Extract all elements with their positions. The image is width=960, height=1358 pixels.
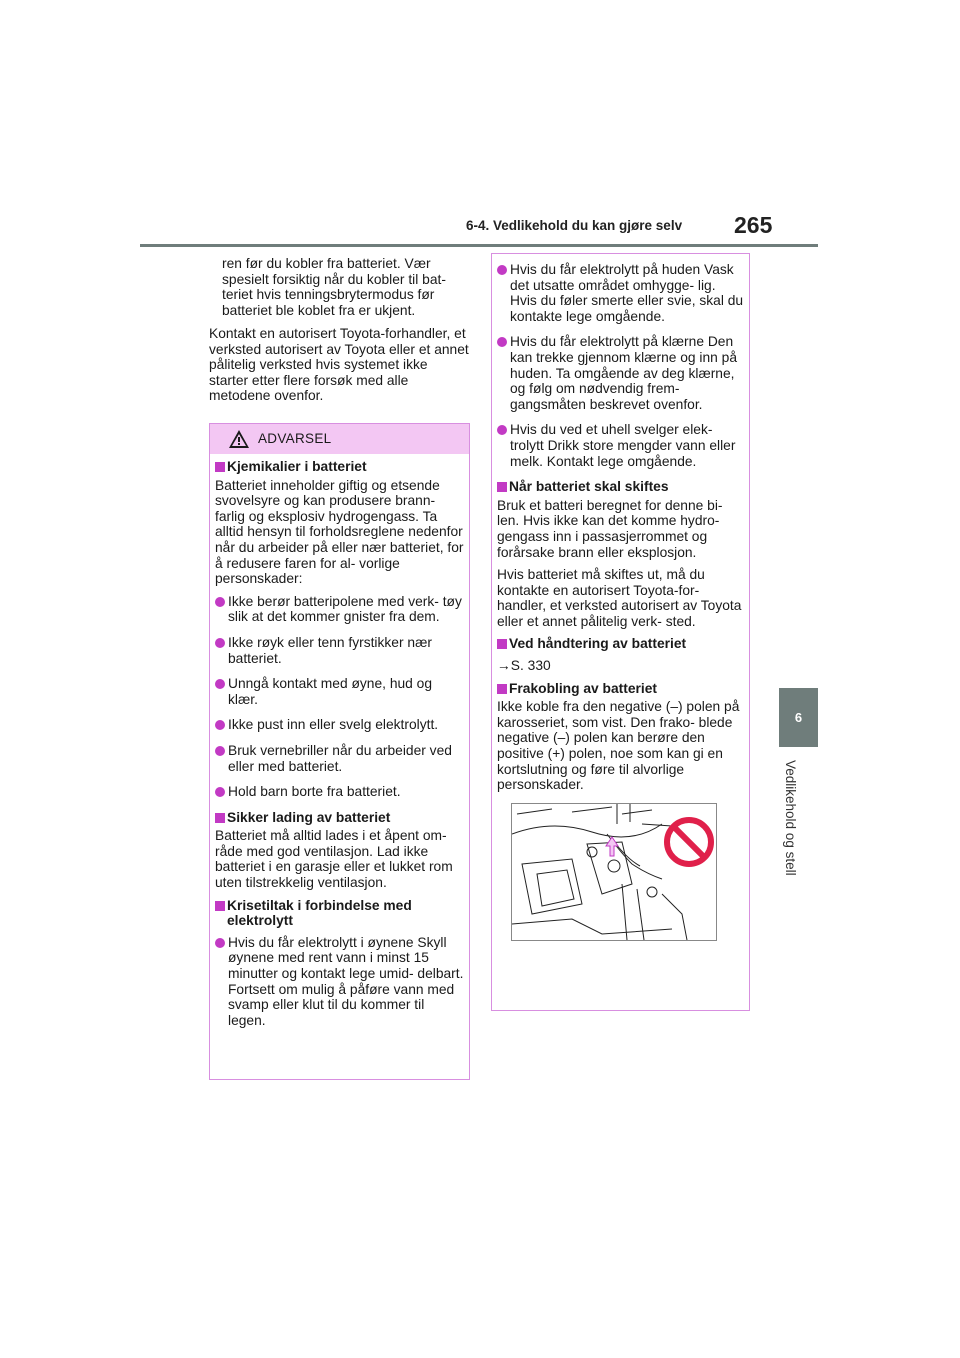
disconnect-heading-text: Frakobling av batteriet — [509, 680, 657, 696]
header-section-title: 6-4. Vedlikehold du kan gjøre selv — [466, 218, 683, 233]
replace-text-2: Hvis batteriet må skiftes ut, må du kontakte en autorisert Toyota-for- handler, et verksted autorisert av Toyota eller et annet pålitelig verk- sted. — [497, 567, 742, 629]
bullet-icon — [215, 720, 225, 730]
warning-box-continued — [491, 253, 750, 1011]
safe-charging-text: Batteriet må alltid lades i et åpent om- råde med god ventilasjon. Lad ikke batteriet i en garasje eller et lukket rom uten tilstrekkelig ventilasjon. — [215, 828, 453, 891]
square-bullet-icon — [215, 901, 225, 911]
chemicals-text: Batteriet inneholder giftig og etsende svovelsyre og kan produsere brann- farlig og eksplosiv hydrogengass. Ta alltid hensyn til forholdsreglene nedenfor når du arbeider på eller nær batteriet, for å redusere faren for al- vorlige personskader: — [215, 477, 464, 587]
list-item — [497, 262, 744, 324]
bullet-icon — [215, 787, 225, 797]
list-item — [215, 594, 464, 625]
list-item — [215, 676, 464, 707]
safe-charging-heading-text: Sikker lading av batteriet — [227, 809, 391, 825]
disconnect-heading — [497, 681, 744, 697]
square-bullet-icon — [497, 684, 507, 694]
square-bullet-icon — [215, 813, 225, 823]
square-bullet-icon — [215, 462, 225, 472]
bullet-icon — [497, 425, 507, 435]
battery-terminal-drawing — [512, 804, 716, 940]
header-rule — [140, 244, 818, 247]
bullet-icon — [215, 597, 225, 607]
list-item-text: Bruk vernebriller når du arbeider ved eller med batteriet. — [228, 742, 452, 774]
handling-heading — [497, 636, 744, 652]
replace-text-1: Bruk et batteri beregnet for denne bi- len. Hvis ikke kan det komme hydro- gengass inn i passasjerrommet og forårsake brann eller eksplosjon. — [497, 497, 723, 560]
emergency-heading — [215, 898, 464, 929]
list-item — [497, 334, 744, 412]
list-item — [215, 784, 464, 800]
handling-page-reference[interactable]: →S. 330 — [497, 658, 551, 674]
warning-title: ADVARSEL — [258, 431, 332, 446]
square-bullet-icon — [497, 639, 507, 649]
list-item-text: Hold barn borte fra batteriet. — [228, 784, 401, 800]
list-item-text: Hvis du får elektrolytt i øynene Skyll øynene med rent vann i minst 15 minutter og kontakt lege umid- delbart. Fortsett om mulig å påføre vann med svamp eller klut til du kommer til legen. — [228, 934, 464, 1028]
list-item — [215, 717, 464, 733]
prohibition-icon — [667, 820, 711, 864]
list-item-text: Hvis du får elektrolytt på klærne Den kan trekke gjennom klærne og inn på huden. Ta omgående av deg klærne, og følg om nødvendig frem- gangsmåten beskrevet ovenfor. — [510, 334, 738, 412]
list-item-text: Ikke berør batteripolene med verk- tøy slik at det kommer gnister fra dem. — [228, 593, 462, 625]
emergency-heading-text: Krisetiltak i forbindelse med elektrolytt — [227, 897, 412, 929]
list-item-text: Ikke pust inn eller svelg elektrolytt. — [228, 717, 439, 733]
replace-heading — [497, 479, 744, 495]
bullet-icon — [497, 265, 507, 275]
warning-body — [210, 454, 469, 1028]
chemicals-heading-text: Kjemikalier i batteriet — [227, 459, 367, 474]
chemicals-heading — [215, 459, 464, 475]
intro-continued-text: ren før du kobler fra batteriet. Vær spesielt forsiktig når du kobler til bat- teriet hvis tenningsbrytermodus før batteriet ble koblet fra er ukjent. — [222, 256, 446, 318]
bullet-icon — [215, 746, 225, 756]
bullet-icon — [215, 638, 225, 648]
warning-triangle-icon — [228, 429, 250, 449]
replace-heading-text: Når batteriet skal skiftes — [509, 479, 669, 495]
warning-header — [210, 424, 469, 454]
battery-terminal-illustration — [511, 803, 717, 941]
list-item — [497, 422, 744, 469]
page-number: 265 — [734, 212, 773, 238]
list-item-text: Ikke røyk eller tenn fyrstikker nær batteriet. — [228, 634, 432, 666]
list-item — [215, 743, 464, 774]
chapter-tab-label: Vedlikehold og stell — [783, 760, 798, 876]
safe-charging-heading — [215, 810, 464, 826]
contact-dealer-text: Kontakt en autorisert Toyota-forhandler, et verksted autorisert av Toyota eller et annet pålitelig verksted hvis systemet ikke starter etter flere forsøk med alle metodene ovenfor. — [209, 326, 469, 404]
warning-box — [209, 423, 470, 1080]
list-item-text: Unngå kontakt med øyne, hud og klær. — [228, 676, 433, 707]
bullet-icon — [215, 938, 225, 948]
bullet-icon — [215, 679, 225, 689]
square-bullet-icon — [497, 482, 507, 492]
chapter-tab: 6 — [779, 688, 818, 747]
list-item — [215, 935, 464, 1029]
list-item-text: Hvis du ved et uhell svelger elek- trolytt Drikk store mengder vann eller melk. Kontakt lege omgående. — [510, 422, 736, 469]
list-item-text: Hvis du får elektrolytt på huden Vask det utsatte området omhygge- lig. Hvis du føler smerte eller svie, skal du kontakte lege omgående. — [510, 262, 744, 324]
handling-heading-text: Ved håndtering av batteriet — [509, 636, 687, 652]
warning-continued-body — [492, 254, 749, 941]
list-item — [215, 635, 464, 666]
bullet-icon — [497, 337, 507, 347]
disconnect-text: Ikke koble fra den negative (–) polen på karosseriet, som vist. Den frako- blede negative (–) polen kan berøre den positive (+) polen, noe som kan gi en kortslutning og føre til alvorlige personskader. — [497, 699, 740, 793]
